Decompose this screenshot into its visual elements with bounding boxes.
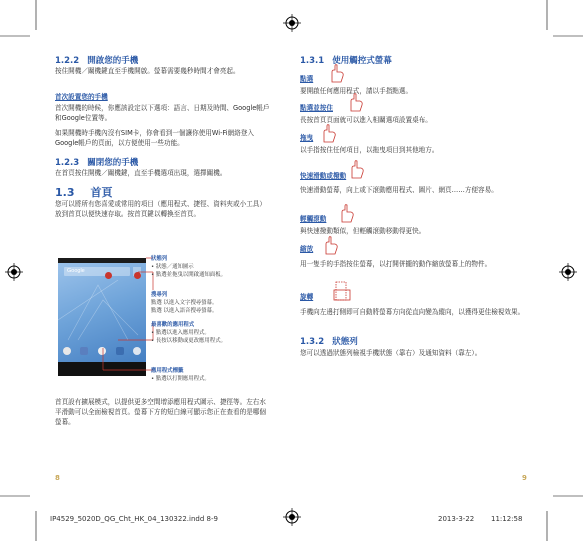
paragraph-first-setup: 首次開機的時候，你應該設定以下選項：語言、日期及時間、Google帳戶和Google位置等。 — [55, 104, 270, 123]
callout-favorites-l1: • 點選以進入應用程式。 — [151, 330, 210, 336]
flick-gesture-icon — [336, 204, 358, 224]
section-number: 1.2.2 — [55, 56, 80, 66]
callout-search-bar-l1: 點選 以進入文字搜尋螢幕。 — [151, 300, 218, 306]
callout-status-bar-l2: • 點選並拖曳以開啟通知面板。 — [151, 272, 226, 278]
page-number-right: 9 — [522, 474, 527, 482]
section-number: 1.3.2 — [300, 337, 325, 347]
tap-hold-gesture-icon — [345, 93, 367, 113]
section-title: 關閉您的手機 — [87, 158, 139, 168]
page-number-left: 8 — [55, 474, 60, 482]
heading-1-3 — [55, 184, 113, 200]
term-drag: 拖曳 — [300, 134, 314, 142]
paragraph-power-off: 在首頁按住開機／關機鍵，直至手機選項出現，選擇關機。 — [55, 169, 227, 177]
section-title: 使用觸控式螢幕 — [332, 56, 392, 66]
desc-drag: 以手指按住任何項目，以拖曳項目到其他地方。 — [300, 146, 439, 154]
desc-tap-and-hold: 長按首頁頁面就可以進入相關選項設置桌布。 — [300, 116, 432, 124]
callout-search-bar-title: 搜尋列 — [151, 292, 168, 298]
footer-filename: IP4529_5020D_QG_Cht_HK_04_130322.indd 8-9 — [50, 515, 218, 523]
callout-app-tab-l1: • 點選以打開應用程式。 — [151, 376, 210, 382]
desc-swipe: 快速滑動螢幕，向上或下滾動應用程式、圖片、網頁……方便容易。 — [300, 186, 498, 194]
footer-time: 11:12:58 — [491, 515, 523, 523]
tap-gesture-icon — [326, 64, 348, 84]
pinch-gesture-icon — [320, 236, 342, 256]
registration-mark-left — [5, 263, 23, 281]
desc-tap: 要開啟任何應用程式，請以手指點選。 — [300, 87, 413, 95]
paragraph-power-on: 按住開機／關機鍵直至手機開啟。螢幕需要幾秒時間才會亮起。 — [55, 67, 240, 75]
desc-pinch: 用一隻手的手指按住螢幕，以打開併攏的動作縮放螢幕上的物件。 — [300, 260, 492, 268]
section-title: 狀態列 — [332, 337, 358, 347]
term-tap-and-hold: 點選並按住 — [300, 104, 333, 112]
section-number: 1.3 — [55, 186, 75, 199]
section-number: 1.2.3 — [55, 158, 80, 168]
heading-1-3-2 — [300, 335, 358, 347]
desc-flick: 與快速撥動類似，但輕觸滾動移動得更快。 — [300, 227, 426, 235]
google-label: Google — [67, 268, 85, 274]
term-tap: 點選 — [300, 75, 314, 83]
paragraph-extended-home: 首頁設有擴展模式，以提供更多空間增添應用程式圖示、捷徑等。左右水平滑動可以全面檢視首頁。螢幕下方的短白線可顯示您正在查看的是哪個螢幕。 — [55, 398, 266, 427]
heading-1-2-2 — [55, 54, 138, 66]
callout-favorites-title: 最喜歡的應用程式 — [151, 322, 195, 328]
term-pinch: 縮放 — [300, 245, 314, 253]
term-flick: 輕觸滾動 — [300, 215, 327, 223]
registration-mark-top — [283, 14, 301, 32]
paragraph-no-sim: 如果開機時手機內沒有SIM卡，你會看到一個讓你使用Wi-Fi網絡登入Google帳戶的頁面，以方便使用一些功能。 — [55, 129, 254, 148]
term-rotate: 旋轉 — [300, 293, 314, 301]
callout-lines — [58, 255, 158, 380]
drag-gesture-icon — [318, 124, 340, 144]
subheading-first-setup: 首次設置您的手機 — [55, 93, 108, 101]
callout-status-bar-title: 狀態列 — [151, 256, 168, 262]
callout-app-tab-title: 應用程式標籤 — [151, 368, 184, 374]
section-title: 開啟您的手機 — [87, 56, 139, 66]
heading-1-2-3 — [55, 156, 138, 168]
callout-favorites-l2: • 長按以移動或更改應用程式。 — [151, 338, 226, 344]
registration-mark-right — [559, 263, 577, 281]
paragraph-home-screen: 您可以將所有您喜愛或常用的項目（應用程式、捷徑、資料夾或小工具）放到首頁以便快速存取。按首頁鍵以轉換至首頁。 — [55, 200, 266, 219]
term-swipe: 快速滑動或撥動 — [300, 172, 347, 180]
callout-status-bar-l1: • 狀態／通知圖示 — [151, 264, 194, 270]
footer-date: 2013-3-22 — [438, 515, 475, 523]
registration-mark-bottom — [283, 508, 301, 526]
desc-rotate: 手機向左邊打側即可自動將螢幕方向從直向變為縱向，以獲得更佳檢視效果。 — [300, 308, 525, 316]
callout-search-bar-l2: 點選 以進入語音搜尋螢幕。 — [151, 308, 218, 314]
section-number: 1.3.1 — [300, 56, 325, 66]
paragraph-status-bar: 您可以透過狀態列檢視手機狀態（靠右）及通知資料（靠左）。 — [300, 349, 482, 357]
swipe-gesture-icon — [346, 160, 368, 180]
section-title: 首頁 — [90, 186, 113, 199]
rotate-icon — [333, 280, 351, 304]
